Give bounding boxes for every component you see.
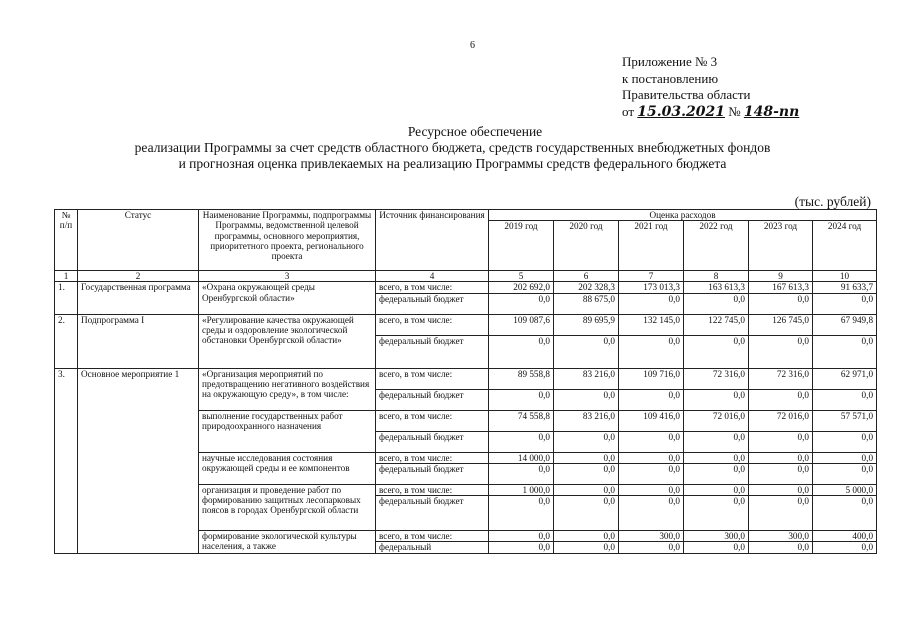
- source-federal: федеральный бюджет: [376, 463, 489, 484]
- value-cell: 67 949,8: [813, 314, 877, 335]
- source-total: всего, в том числе:: [376, 531, 489, 542]
- value-cell: 0,0: [489, 431, 554, 452]
- value-cell: 300,0: [684, 531, 749, 542]
- column-number: 8: [684, 271, 749, 282]
- appendix-line-2: к постановлению: [622, 70, 719, 86]
- value-cell: 0,0: [619, 484, 684, 495]
- title-line-3: и прогнозная оценка привлекаемых на реализацию Программы средств федерального бюджета: [178, 156, 727, 171]
- value-cell: 1 000,0: [489, 484, 554, 495]
- value-cell: 0,0: [813, 542, 877, 553]
- value-cell: 0,0: [489, 542, 554, 553]
- value-cell: 0,0: [684, 431, 749, 452]
- value-cell: 0,0: [749, 463, 813, 484]
- row-status: Государственная программа: [78, 282, 199, 314]
- value-cell: 0,0: [684, 463, 749, 484]
- value-cell: 89 695,9: [554, 314, 619, 335]
- value-cell: 202 328,3: [554, 282, 619, 293]
- value-cell: 0,0: [554, 542, 619, 553]
- row-name: формирование экологической культуры населения, а также: [199, 531, 376, 554]
- value-cell: 0,0: [554, 431, 619, 452]
- page-number: 6: [470, 40, 475, 51]
- column-number: 1: [55, 271, 78, 282]
- value-cell: 88 675,0: [554, 293, 619, 314]
- value-cell: 0,0: [554, 531, 619, 542]
- value-cell: 0,0: [813, 389, 877, 410]
- value-cell: 163 613,3: [684, 282, 749, 293]
- value-cell: 109 716,0: [619, 368, 684, 389]
- value-cell: 0,0: [489, 335, 554, 368]
- header-year: 2022 год: [684, 221, 749, 271]
- value-cell: 109 087,6: [489, 314, 554, 335]
- row-name: выполнение государственных работ природоохранного назначения: [199, 410, 376, 452]
- units-label: (тыс. рублей): [794, 194, 871, 209]
- column-number: 10: [813, 271, 877, 282]
- value-cell: 91 633,7: [813, 282, 877, 293]
- value-cell: 0,0: [619, 293, 684, 314]
- value-cell: 0,0: [619, 452, 684, 463]
- value-cell: 0,0: [749, 542, 813, 553]
- value-cell: 109 416,0: [619, 410, 684, 431]
- value-cell: 0,0: [749, 496, 813, 531]
- value-cell: 0,0: [619, 335, 684, 368]
- column-number-row: [55, 271, 877, 282]
- source-federal: федеральный: [376, 542, 489, 553]
- value-cell: 0,0: [619, 496, 684, 531]
- value-cell: 0,0: [749, 389, 813, 410]
- header-year: 2024 год: [813, 221, 877, 271]
- appendix-date-line: [622, 104, 799, 121]
- row-name: организация и проведение работ по формированию защитных лесопарковых поясов в городах Оренбургской области: [199, 484, 376, 530]
- value-cell: 14 000,0: [489, 452, 554, 463]
- value-cell: 0,0: [749, 484, 813, 495]
- value-cell: 0,0: [554, 452, 619, 463]
- header-status: Статус: [78, 210, 199, 271]
- source-total: всего, в том числе:: [376, 410, 489, 431]
- column-number: 3: [199, 271, 376, 282]
- value-cell: 0,0: [684, 484, 749, 495]
- title-line-1: Ресурсное обеспечение: [407, 124, 543, 139]
- source-federal: федеральный бюджет: [376, 335, 489, 368]
- source-federal: федеральный бюджет: [376, 389, 489, 410]
- table-row: [55, 314, 877, 335]
- value-cell: 0,0: [813, 496, 877, 531]
- value-cell: 0,0: [554, 389, 619, 410]
- value-cell: 0,0: [684, 389, 749, 410]
- budget-table: [54, 209, 877, 554]
- value-cell: 57 571,0: [813, 410, 877, 431]
- value-cell: 0,0: [554, 335, 619, 368]
- header-year: 2020 год: [554, 221, 619, 271]
- value-cell: 0,0: [619, 431, 684, 452]
- value-cell: 83 216,0: [554, 368, 619, 389]
- column-number: 4: [376, 271, 489, 282]
- title-line-2: реализации Программы за счет средств областного бюджета, средств государственных внебюджетных фондов: [134, 140, 771, 155]
- handwritten-number: 148-пп: [743, 103, 800, 120]
- value-cell: 83 216,0: [554, 410, 619, 431]
- value-cell: 0,0: [619, 542, 684, 553]
- source-federal: федеральный бюджет: [376, 293, 489, 314]
- header-estimate: Оценка расходов: [489, 210, 877, 221]
- column-number: 5: [489, 271, 554, 282]
- source-total: всего, в том числе:: [376, 452, 489, 463]
- handwritten-date: 15.03.2021: [637, 103, 725, 120]
- row-number: 2.: [55, 314, 78, 368]
- value-cell: 132 145,0: [619, 314, 684, 335]
- number-label: №: [728, 103, 741, 119]
- row-name: научные исследования состояния окружающей среды и ее компонентов: [199, 452, 376, 484]
- value-cell: 0,0: [749, 335, 813, 368]
- value-cell: 0,0: [684, 293, 749, 314]
- value-cell: 74 558,8: [489, 410, 554, 431]
- value-cell: 126 745,0: [749, 314, 813, 335]
- value-cell: 0,0: [684, 335, 749, 368]
- header-year: 2021 год: [619, 221, 684, 271]
- table-row: [55, 282, 877, 293]
- column-number: 7: [619, 271, 684, 282]
- value-cell: 5 000,0: [813, 484, 877, 495]
- value-cell: 89 558,8: [489, 368, 554, 389]
- value-cell: 122 745,0: [684, 314, 749, 335]
- row-status: Подпрограмма I: [78, 314, 199, 368]
- value-cell: 0,0: [554, 496, 619, 531]
- value-cell: 0,0: [813, 431, 877, 452]
- source-total: всего, в том числе:: [376, 314, 489, 335]
- source-total: всего, в том числе:: [376, 368, 489, 389]
- source-federal: федеральный бюджет: [376, 496, 489, 531]
- value-cell: 0,0: [489, 293, 554, 314]
- value-cell: 0,0: [619, 463, 684, 484]
- appendix-block: [622, 54, 799, 120]
- value-cell: 0,0: [749, 452, 813, 463]
- value-cell: 0,0: [489, 496, 554, 531]
- header-year: 2023 год: [749, 221, 813, 271]
- column-number: 6: [554, 271, 619, 282]
- source-total: всего, в том числе:: [376, 282, 489, 293]
- value-cell: 0,0: [489, 463, 554, 484]
- source-federal: федеральный бюджет: [376, 431, 489, 452]
- value-cell: 72 016,0: [684, 410, 749, 431]
- value-cell: 0,0: [813, 293, 877, 314]
- value-cell: 0,0: [684, 542, 749, 553]
- table-row: [55, 368, 877, 389]
- value-cell: 167 613,3: [749, 282, 813, 293]
- value-cell: 400,0: [813, 531, 877, 542]
- row-name: «Организация мероприятий по предотвращению негативного воздействия на окружающую среду», в том числе:: [199, 368, 376, 410]
- appendix-line-3: Правительства области: [622, 87, 751, 102]
- value-cell: 72 316,0: [684, 368, 749, 389]
- from-label: от: [622, 103, 635, 119]
- value-cell: 300,0: [619, 531, 684, 542]
- value-cell: 0,0: [684, 452, 749, 463]
- value-cell: 62 971,0: [813, 368, 877, 389]
- value-cell: 0,0: [813, 463, 877, 484]
- header-name: Наименование Программы, подпрограммы Программы, ведомственной целевой программы, основного мероприятия, приоритетного проекта, регионального проекта: [199, 210, 376, 271]
- header-source: Источник финансирования: [376, 210, 489, 271]
- value-cell: 202 692,0: [489, 282, 554, 293]
- appendix-line-1: Приложение № 3: [622, 54, 718, 69]
- row-status: Основное мероприятие 1: [78, 368, 199, 553]
- source-total: всего, в том числе:: [376, 484, 489, 495]
- document-title: [0, 124, 905, 172]
- header-row-1: [55, 210, 877, 221]
- value-cell: 72 316,0: [749, 368, 813, 389]
- value-cell: 72 016,0: [749, 410, 813, 431]
- header-num: № п/п: [55, 210, 78, 271]
- value-cell: 0,0: [554, 484, 619, 495]
- value-cell: 0,0: [813, 335, 877, 368]
- value-cell: 0,0: [554, 463, 619, 484]
- row-name: «Охрана окружающей среды Оренбургской области»: [199, 282, 376, 314]
- value-cell: 0,0: [684, 496, 749, 531]
- value-cell: 0,0: [749, 431, 813, 452]
- column-number: 2: [78, 271, 199, 282]
- column-number: 9: [749, 271, 813, 282]
- value-cell: 0,0: [489, 531, 554, 542]
- row-name: «Регулирование качества окружающей среды и оздоровление экологической обстановки Оренбургской области»: [199, 314, 376, 368]
- value-cell: 0,0: [619, 389, 684, 410]
- value-cell: 300,0: [749, 531, 813, 542]
- row-number: 3.: [55, 368, 78, 553]
- value-cell: 173 013,3: [619, 282, 684, 293]
- value-cell: 0,0: [813, 452, 877, 463]
- value-cell: 0,0: [489, 389, 554, 410]
- header-year: 2019 год: [489, 221, 554, 271]
- row-number: 1.: [55, 282, 78, 314]
- value-cell: 0,0: [749, 293, 813, 314]
